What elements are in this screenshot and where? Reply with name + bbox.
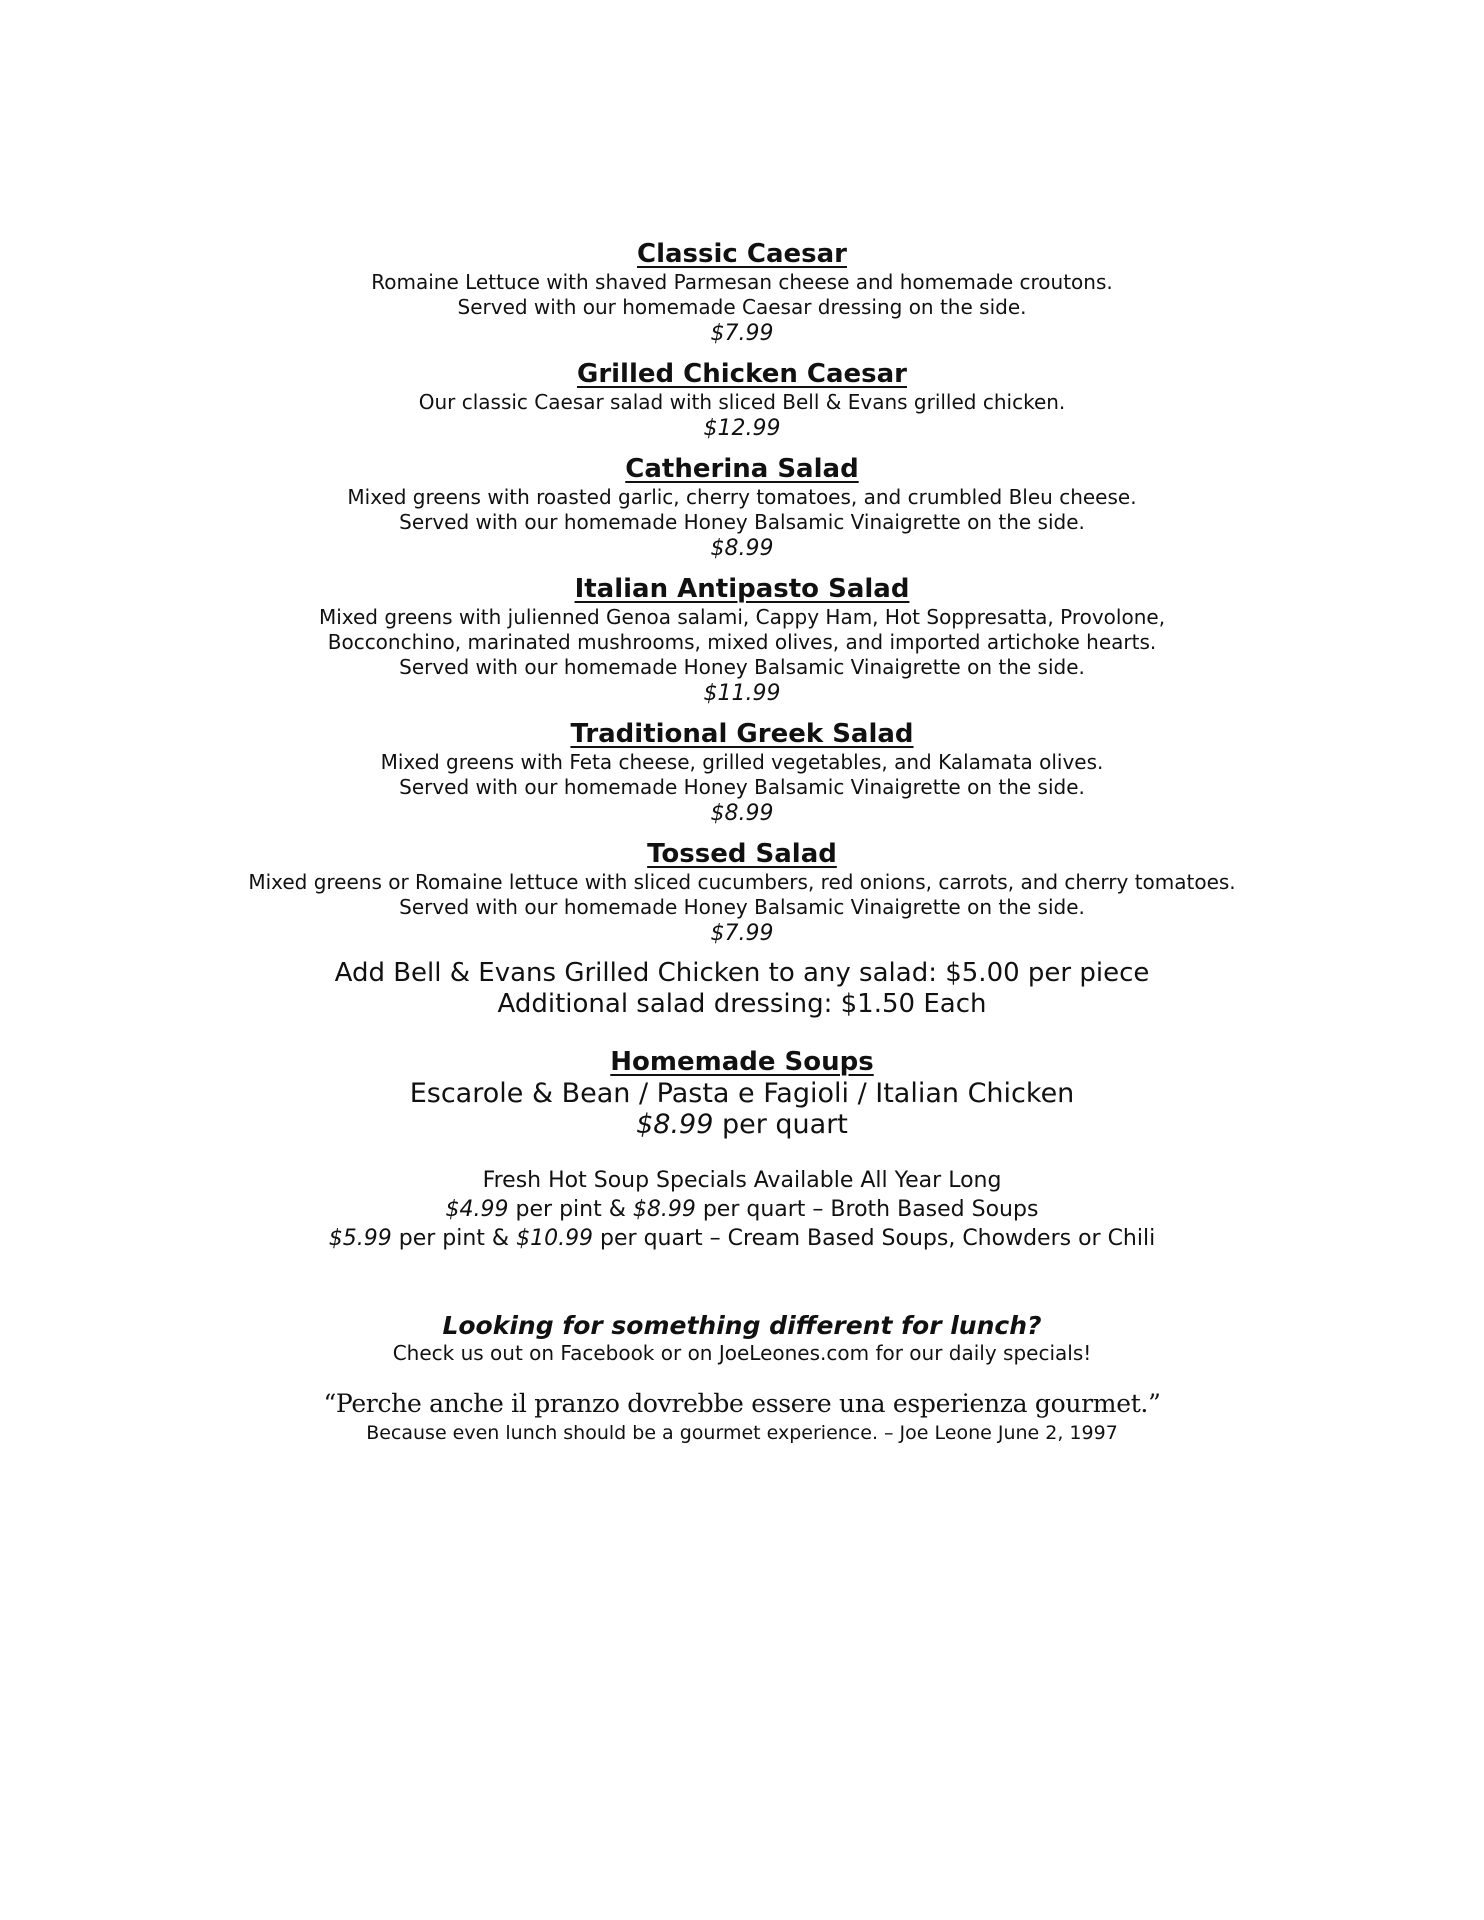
specials-broth xyxy=(0,1195,1484,1224)
soups-price-value: $8.99 xyxy=(636,1109,714,1140)
specials-title: Fresh Hot Soup Specials Available All Year Long xyxy=(482,1168,1002,1193)
broth-quart-text: per quart – Broth Based Soups xyxy=(695,1197,1039,1222)
item-description: Served with our homemade Honey Balsamic Vinaigrette on the side. xyxy=(399,775,1085,799)
item-name: Grilled Chicken Caesar xyxy=(576,359,907,389)
lunch-text: Check us out on Facebook or on JoeLeones.com for our daily specials! xyxy=(392,1341,1092,1365)
item-description: Served with our homemade Caesar dressing on the side. xyxy=(457,295,1027,319)
specials-cream xyxy=(0,1224,1484,1253)
soups-price-unit: per quart xyxy=(713,1109,848,1140)
item-price: $8.99 xyxy=(710,801,774,826)
soup-specials xyxy=(0,1166,1484,1253)
item-description: Romaine Lettuce with shaved Parmesan cheese and homemade croutons. xyxy=(371,270,1113,294)
item-price: $11.99 xyxy=(703,681,781,706)
cream-pint-price: $5.99 xyxy=(328,1226,392,1251)
item-name: Italian Antipasto Salad xyxy=(574,574,910,604)
lunch-title: Looking for something different for lunch? xyxy=(442,1311,1042,1340)
cream-quart-price: $10.99 xyxy=(516,1226,594,1251)
broth-pint-text: per pint & xyxy=(508,1197,633,1222)
item-name: Catherina Salad xyxy=(625,454,859,484)
salad-addons xyxy=(0,958,1484,1020)
item-description: Bocconchino, marinated mushrooms, mixed olives, and imported artichoke hearts. xyxy=(327,630,1157,654)
soups-title: Homemade Soups xyxy=(610,1047,874,1077)
cream-pint-text: per pint & xyxy=(391,1226,517,1251)
item-name: Traditional Greek Salad xyxy=(570,719,914,749)
item-name: Tossed Salad xyxy=(647,839,837,869)
item-description: Mixed greens with Feta cheese, grilled vegetables, and Kalamata olives. xyxy=(380,750,1104,774)
broth-pint-price: $4.99 xyxy=(445,1197,509,1222)
quote-italian: “Perche anche il pranzo dovrebbe essere una esperienza gourmet.” xyxy=(323,1389,1161,1418)
menu-item-tossed-salad xyxy=(0,838,1484,948)
soups-section xyxy=(0,1046,1484,1140)
addon-chicken: Add Bell & Evans Grilled Chicken to any salad: $5.00 per piece xyxy=(334,958,1150,988)
item-description: Mixed greens or Romaine lettuce with sliced cucumbers, red onions, carrots, and cherry tomatoes. xyxy=(248,870,1236,894)
item-description: Served with our homemade Honey Balsamic Vinaigrette on the side. xyxy=(399,655,1085,679)
item-name: Classic Caesar xyxy=(637,239,847,269)
cream-quart-text: per quart – Cream Based Soups, Chowders or Chili xyxy=(593,1226,1156,1251)
quote-english: Because even lunch should be a gourmet experience. – Joe Leone June 2, 1997 xyxy=(366,1422,1118,1444)
item-price: $7.99 xyxy=(710,321,774,346)
item-price: $7.99 xyxy=(710,921,774,946)
menu-item-classic-caesar xyxy=(0,238,1484,348)
lunch-promo xyxy=(0,1311,1484,1366)
item-description: Served with our homemade Honey Balsamic Vinaigrette on the side. xyxy=(399,895,1085,919)
soups-price xyxy=(0,1109,1484,1140)
item-description: Served with our homemade Honey Balsamic Vinaigrette on the side. xyxy=(399,510,1085,534)
menu-item-traditional-greek-salad xyxy=(0,718,1484,828)
item-price: $12.99 xyxy=(703,416,781,441)
broth-quart-price: $8.99 xyxy=(632,1197,696,1222)
soups-list: Escarole & Bean / Pasta e Fagioli / Italian Chicken xyxy=(409,1078,1075,1109)
item-description: Our classic Caesar salad with sliced Bell & Evans grilled chicken. xyxy=(418,390,1066,414)
item-description: Mixed greens with julienned Genoa salami, Cappy Ham, Hot Soppresatta, Provolone, xyxy=(318,605,1166,629)
menu-page xyxy=(0,238,1484,1446)
menu-item-italian-antipasto-salad xyxy=(0,573,1484,708)
menu-item-catherina-salad xyxy=(0,453,1484,563)
quote xyxy=(0,1388,1484,1446)
item-description: Mixed greens with roasted garlic, cherry tomatoes, and crumbled Bleu cheese. xyxy=(347,485,1137,509)
addon-dressing: Additional salad dressing: $1.50 Each xyxy=(497,989,987,1019)
item-price: $8.99 xyxy=(710,536,774,561)
menu-item-grilled-chicken-caesar xyxy=(0,358,1484,443)
